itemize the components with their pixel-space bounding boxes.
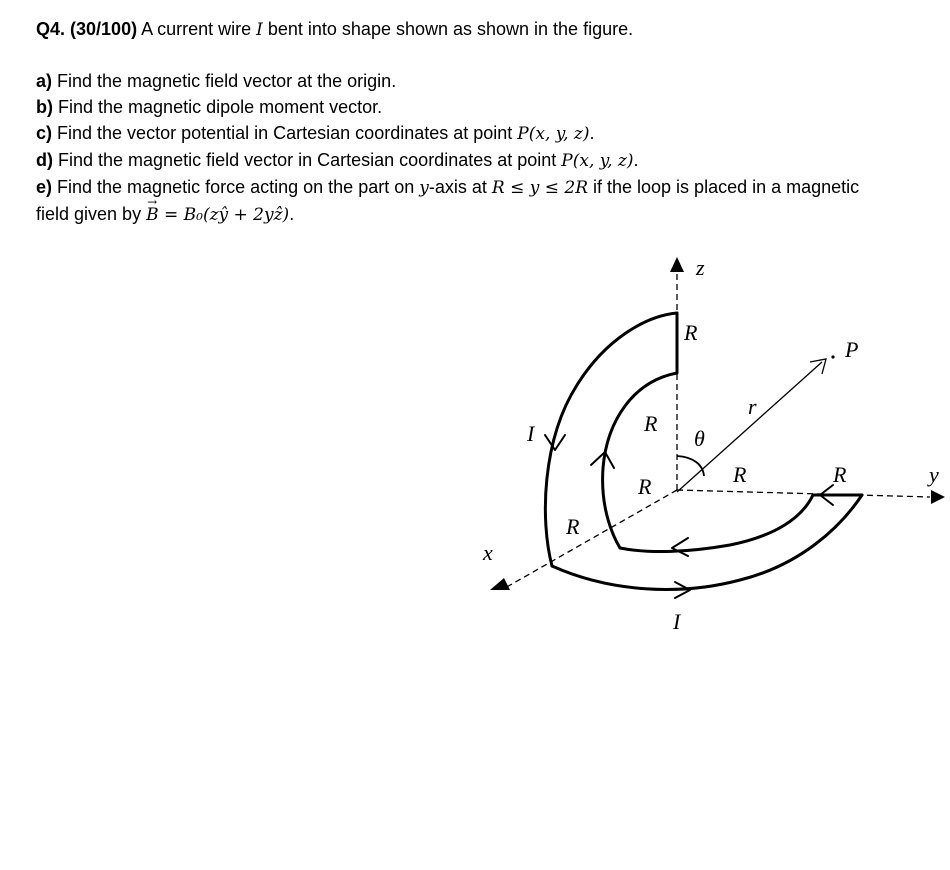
point-p-label: P xyxy=(845,337,859,362)
y-axis-line xyxy=(677,490,930,497)
part-d-label: d) xyxy=(36,150,53,170)
coordinate-axes xyxy=(505,272,930,588)
part-d-text: Find the magnetic field vector in Cartesian coordinates at point xyxy=(53,150,562,170)
current-symbol: I xyxy=(256,20,263,40)
magnetic-field-expression: = B₀(zŷ + 2yẑ) xyxy=(158,205,290,225)
part-c-label: c) xyxy=(36,123,53,143)
part-c-text: Find the vector potential in Cartesian coordinates at point xyxy=(52,123,518,143)
radius-label-inner: R xyxy=(644,411,658,436)
question-number: Q4. xyxy=(36,19,66,39)
part-b-text: Find the magnetic dipole moment vector. xyxy=(53,97,383,117)
wire-outer-arc-horizontal xyxy=(552,495,862,589)
radius-label-outer: R xyxy=(566,514,580,539)
radius-label-inner-2: R xyxy=(638,474,652,499)
part-e-range: R ≤ y ≤ 2R xyxy=(491,178,588,198)
part-e-end: . xyxy=(289,204,295,224)
part-d-end: . xyxy=(633,150,639,170)
point-p-marker xyxy=(831,355,834,358)
current-wire xyxy=(545,313,862,589)
z-axis-label: z xyxy=(696,255,705,280)
wire-inner-arc-horizontal xyxy=(620,495,813,552)
theta-arc xyxy=(677,456,704,476)
part-a-text: Find the magnetic field vector at the origin. xyxy=(52,71,397,91)
current-label-top: I xyxy=(527,421,535,446)
part-e-text-2: -axis at xyxy=(428,177,492,197)
part-e-label: e) xyxy=(36,177,53,197)
current-direction-arrows xyxy=(545,435,833,598)
z-axis-arrowhead xyxy=(670,257,684,272)
theta-label: θ xyxy=(694,426,705,451)
r-vector-arrowhead xyxy=(810,359,826,374)
y-axis-label: y xyxy=(929,462,939,487)
part-e-text-1: Find the magnetic force acting on the part on xyxy=(52,177,420,197)
current-label-bottom: I xyxy=(673,609,681,634)
radius-label-top: R xyxy=(684,320,698,345)
x-axis-label: x xyxy=(483,540,493,565)
question-points: (30/100) xyxy=(70,19,138,39)
wire-inner-arc-vertical xyxy=(603,373,677,548)
part-e-var-y: y xyxy=(419,178,429,198)
part-e-text-4: field given by xyxy=(36,204,147,224)
magnetic-field-symbol: → B xyxy=(146,202,159,228)
radius-label-y-inner: R xyxy=(733,462,747,487)
part-a-label: a) xyxy=(36,71,53,91)
r-vector-label: r⃗ xyxy=(748,394,774,419)
x-axis-line xyxy=(505,490,677,588)
arrow-inner-horizontal xyxy=(672,538,688,556)
part-b-label: b) xyxy=(36,97,53,117)
x-axis-arrowhead xyxy=(490,578,510,590)
part-e-text-3: if the loop is placed in a magnetic xyxy=(588,177,860,197)
part-c-point: P(x, y, z) xyxy=(517,124,590,144)
part-d-point: P(x, y, z) xyxy=(561,151,634,171)
y-axis-arrowhead xyxy=(931,490,945,504)
radius-label-y-outer: R xyxy=(833,462,847,487)
question-intro-1: A current wire xyxy=(137,19,257,39)
part-c-end: . xyxy=(589,123,595,143)
question-intro-2: bent into shape shown as shown in the figure. xyxy=(262,19,634,39)
